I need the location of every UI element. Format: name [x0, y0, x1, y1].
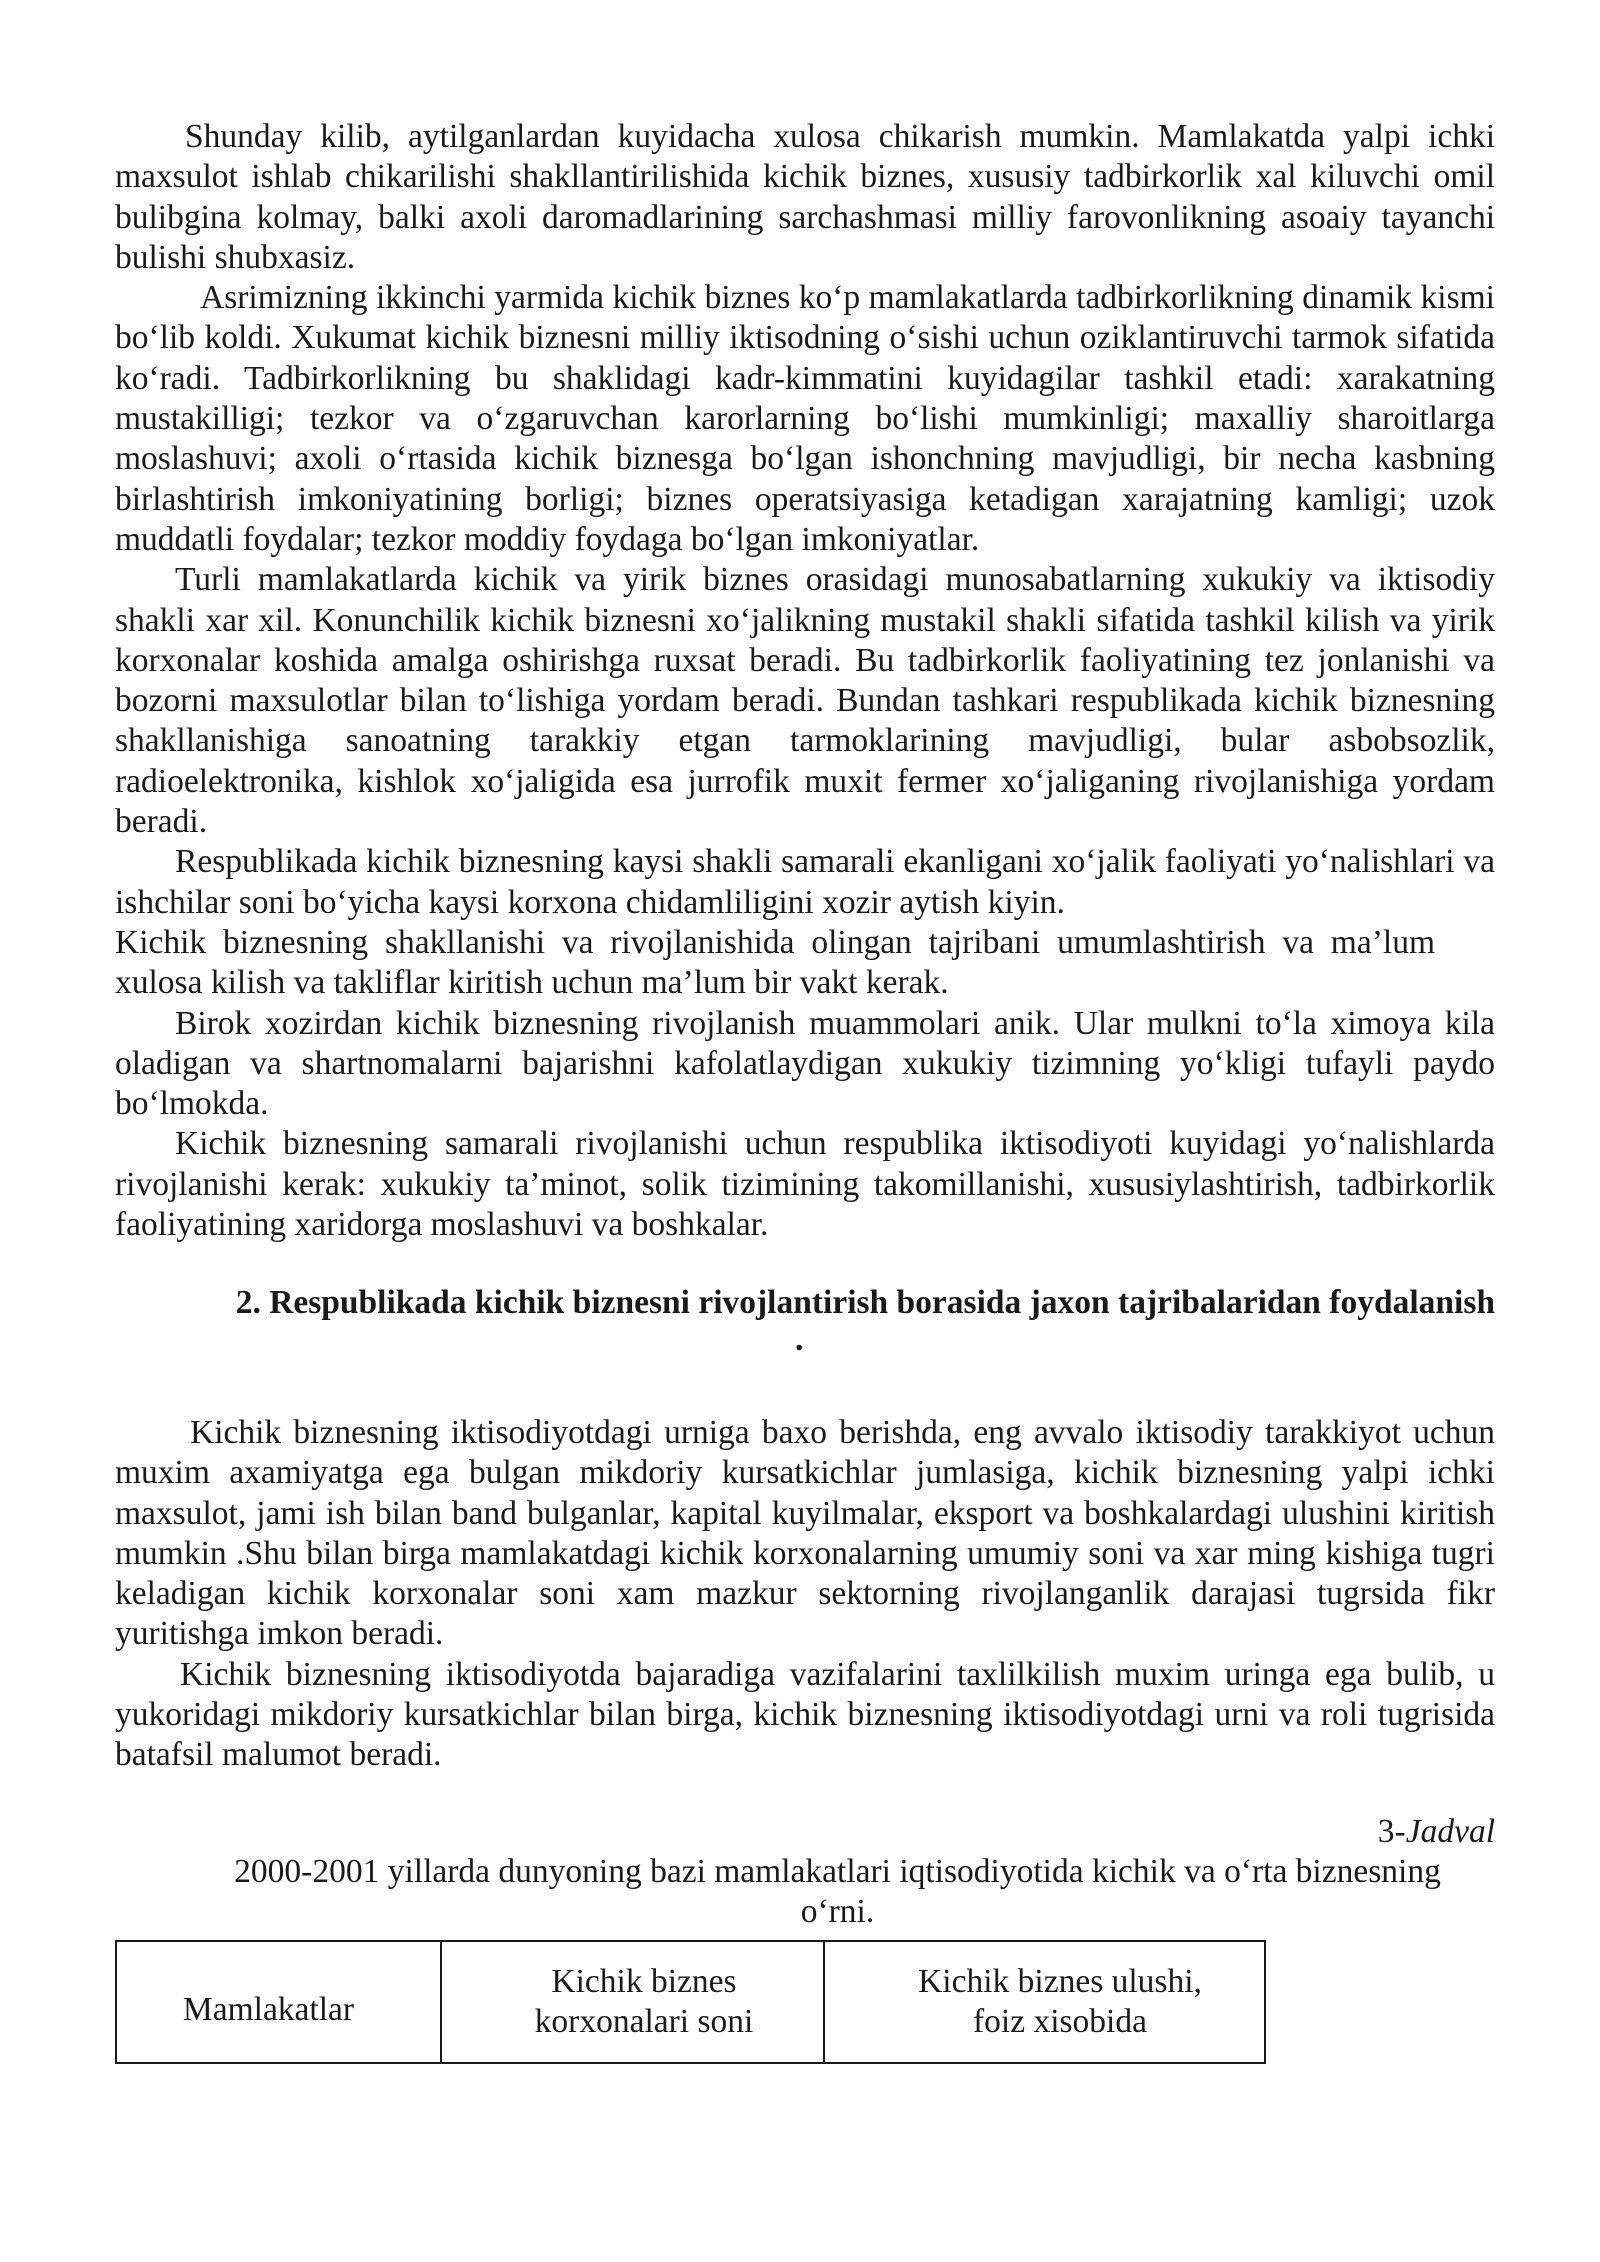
- paragraph-assessment: Kichik biznesning iktisodiyotdagi urniga baxo berishda, eng avvalo iktisodiy tarakkiyot uchun muxim axamiyatga ega bulgan mikdoriy kursatkichlar jumlasiga, kichik biznesning yalpi ichki maxsulot, jami ish bilan band bulganlar, kapital kuyilmalar, eksport va boshkalardagi ulushini kiritish mumkin .Shu bilan birga mamlakatdagi kichik korxonalarning umumiy soni va xar ming kishiga tugri keladigan kichik korxonalar soni xam mazkur sektorning rivojlanganlik darajasi tugrsida fikr yuritishga imkon beradi.: [115, 1414, 1495, 1653]
- table-header-countries: [116, 1941, 441, 2063]
- header-text-share: Kichik biznes ulushi, foiz xisobida: [918, 1963, 1202, 2040]
- paragraph-directions: Kichik biznesning samarali rivojlanishi uchun respublika iktisodiyoti kuyidagi yo‘nalishlarda rivojlanishi kerak: xukukiy ta’minot, solik tizimining takomillanishi, xususiylashtirish, tadbirkorlik faoliyatining xaridorga moslashuvi va boshkalar.: [115, 1125, 1495, 1244]
- table-label-word: Jadval: [1405, 1813, 1495, 1850]
- table-header-company-count: [441, 1941, 824, 2063]
- header-text-countries: Mamlakatlar: [182, 1991, 355, 2028]
- data-table: [115, 1940, 1266, 2064]
- paragraph-relations: Turli mamlakatlarda kichik va yirik biznes orasidagi munosabatlarning xukukiy va iktisodiy shakli xar xil. Konunchilik kichik biznesni xo‘jalikning mustakil shakli sifatida tashkil kilish va yirik korxonalar koshida amalga oshirishga ruxsat beradi. Bu tadbirkorlik faoliyatining tez jonlanishi va bozorni maxsulotlar bilan to‘lishiga yordam beradi. Bundan tashkari respublikada kichik biznesning shakllanishiga sanoatning tarakkiy etgan tarmoklarining mavjudligi, bular asbobsozlik, radioelektronika, kishlok xo‘jaligida esa jurrofik muxit fermer xo‘jaliganing rivojlanishiga yordam beradi.: [115, 561, 1495, 841]
- paragraph-problems: Birok xozirdan kichik biznesning rivojlanish muammolari anik. Ular mulkni to‘la ximoya kila oladigan va shartnomalarni bajarishni kafolatlaydigan xukukiy tizimning yo‘kligi tufayli paydo bo‘lmokda.: [115, 1004, 1495, 1123]
- header-text-company-count: Kichik biznes korxonalari soni: [534, 1963, 754, 2040]
- section-heading: 2. Respublikada kichik biznesni rivojlantirish borasida jaxon tajribalaridan foydalanish: [235, 1284, 1495, 1321]
- body-text-top: [115, 117, 1495, 1245]
- table-header-share: [824, 1941, 1265, 2063]
- section-heading-dot: .: [795, 1321, 804, 1358]
- paragraph-experience: Kichik biznesning shakllanishi va rivojlanishida olingan tajribani umumlashtirish va ma’lum xulosa kilish va takliflar kiritish uchun ma’lum bir vakt kerak.: [115, 923, 1435, 1002]
- table-label: [1378, 1812, 1495, 1852]
- body-text-bottom: [115, 1413, 1495, 1776]
- paragraph-conclusion: Shunday kilib, aytilganlardan kuyidacha xulosa chikarish mumkin. Mamlakatda yalpi ichki maxsulot ishlab chikarilishi shakllantirilishida kichik biznes, xususiy tadbirkorlik xal kiluvchi omil bulibgina kolmay, balki axoli daromadlarining sarchashmasi milliy farovonlikning asoaiy tayanchi bulishi shubxasiz.: [115, 118, 1495, 276]
- paragraph-forms: Respublikada kichik biznesning kaysi shakli samarali ekanligani xo‘jalik faoliyati yo‘nalishlari va ishchilar soni bo‘yicha kaysi korxona chidamliligini xozir aytish kiyin.: [115, 843, 1495, 921]
- paragraph-functions: Kichik biznesning iktisodiyotda bajaradiga vazifalarini taxlilkilish muxim uringa ega bulib, u yukoridagi mikdoriy kursatkichlar bilan birga, kichik biznesning iktisodiyotdagi urni va roli tugrisida batafsil malumot beradi.: [115, 1655, 1495, 1774]
- paragraph-century: Asrimizning ikkinchi yarmida kichik biznes ko‘p mamlakatlarda tadbirkorlikning dinamik kismi bo‘lib koldi. Xukumat kichik biznesni milliy iktisodning o‘sishi uchun oziklantiruvchi tarmok sifatida ko‘radi. Tadbirkorlikning bu shaklidagi kadr-kimmatini kuyidagilar tashkil etadi: xarakatning mustakilligi; tezkor va o‘zgaruvchan karorlarning bo‘lishi mumkinligi; maxalliy sharoitlarga moslashuvi; axoli o‘rtasida kichik biznesga bo‘lgan ishonchning mavjudligi, bir necha kasbning birlashtirish imkoniyatining borligi; biznes operatsiyasiga ketadigan xarajatning kamligi; uzok muddatli foydalar; tezkor moddiy foydaga bo‘lgan imkoniyatlar.: [115, 279, 1495, 558]
- table-caption: 2000-2001 yillarda dunyoning bazi mamlakatlari iqtisodiyotida kichik va o‘rta biznesning o‘rni.: [234, 1853, 1441, 1931]
- table-label-number: 3-: [1377, 1813, 1406, 1850]
- table-header-row: [116, 1941, 1265, 2063]
